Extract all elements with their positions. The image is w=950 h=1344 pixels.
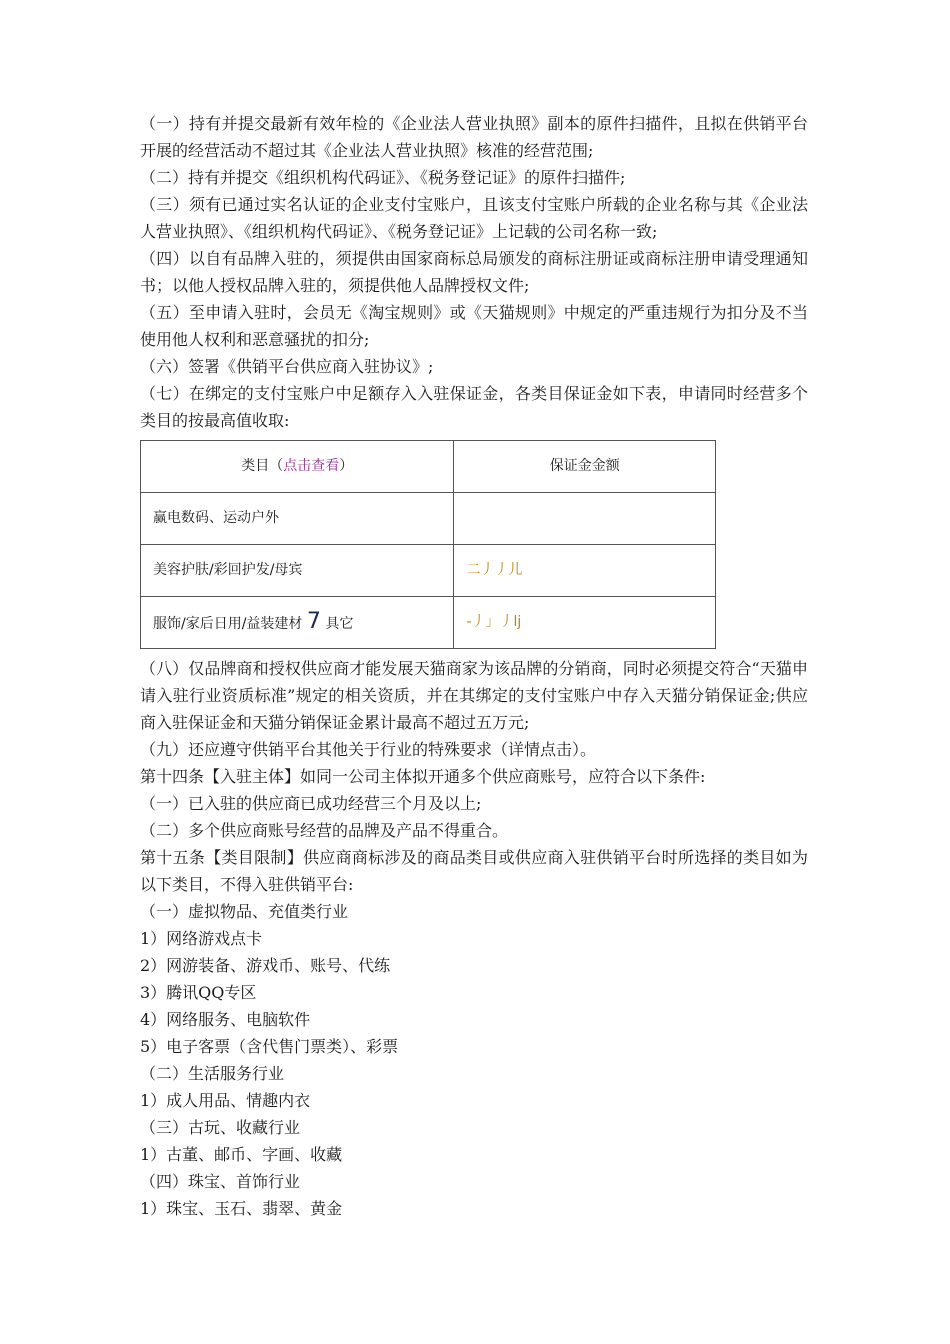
deposit-table bbox=[140, 440, 716, 649]
table-row bbox=[141, 545, 716, 597]
article-heading: 第十五条【类目限制】供应商商标涉及的商品类目或供应商入驻供销平台时所选择的类目如为以下类目，不得入驻供销平台: bbox=[140, 848, 808, 894]
category-header bbox=[141, 441, 454, 493]
category-cell: 赢电数码、运动户外 bbox=[141, 493, 454, 545]
category-text: 服饰/家后日用/益装建材 bbox=[153, 615, 303, 632]
document-body bbox=[140, 110, 808, 1222]
list-item: 1）古董、邮币、字画、收藏 bbox=[140, 1145, 343, 1164]
article-heading: 第十四条【入驻主体】如同一公司主体拟开通多个供应商账号，应符合以下条件: bbox=[140, 767, 706, 786]
list-item: 4）网络服务、电脑软件 bbox=[140, 1010, 311, 1029]
list-item: 2）网游装备、游戏币、账号、代练 bbox=[140, 956, 391, 975]
paragraph: （八）仅品牌商和授权供应商才能发展天猫商家为该品牌的分销商，同时必须提交符合“天猫申请入驻行业资质标准”规定的相关资质，并在其绑定的支付宝账户中存入天猫分销保证金;供应商入驻保证金和天猫分销保证金累计最高不超过五万元; bbox=[140, 659, 808, 732]
paragraph: （一）持有并提交最新有效年检的《企业法人营业执照》副本的原件扫描件，且拟在供销平台开展的经营活动不超过其《企业法人营业执照》核准的经营范围; bbox=[140, 114, 808, 160]
category-text-suffix: 具它 bbox=[325, 615, 354, 632]
list-item: （四）珠宝、首饰行业 bbox=[140, 1172, 301, 1191]
paragraph: （五）至申请入驻时，会员无《淘宝规则》或《天猫规则》中规定的严重违规行为扣分及不当使用他人权利和恶意骚扰的扣分; bbox=[140, 303, 808, 349]
paragraph: （六）签署《供销平台供应商入驻协议》; bbox=[140, 357, 434, 376]
paragraph: （二）多个供应商账号经营的品牌及产品不得重合。 bbox=[140, 821, 509, 840]
list-item: （二）生活服务行业 bbox=[140, 1064, 285, 1083]
category-header-suffix: ） bbox=[339, 458, 354, 474]
paragraph: （一）已入驻的供应商已成功经营三个月及以上; bbox=[140, 794, 482, 813]
table-row bbox=[141, 597, 716, 649]
category-header-prefix: 类目（ bbox=[241, 458, 284, 474]
paragraph: （九）还应遵守供销平台其他关于行业的特殊要求（详情点击）。 bbox=[140, 740, 597, 759]
list-item: （三）古玩、收藏行业 bbox=[140, 1118, 301, 1137]
category-number: 7 bbox=[306, 608, 321, 634]
list-item: 1）珠宝、玉石、翡翠、黄金 bbox=[140, 1199, 343, 1218]
amount-cell: -丿」丿lj bbox=[454, 597, 716, 649]
list-item: （一）虚拟物品、充值类行业 bbox=[140, 902, 349, 921]
paragraph: （四）以自有品牌入驻的，须提供由国家商标总局颁发的商标注册证或商标注册申请受理通知书；以他人授权品牌入驻的，须提供他人品牌授权文件; bbox=[140, 249, 808, 295]
list-item: 1）网络游戏点卡 bbox=[140, 929, 263, 948]
list-item: 1）成人用品、情趣内衣 bbox=[140, 1091, 311, 1110]
category-cell bbox=[141, 597, 454, 649]
list-item: 5）电子客票（含代售门票类）、彩票 bbox=[140, 1037, 399, 1056]
table-row bbox=[141, 493, 716, 545]
paragraph: （三）须有已通过实名认证的企业支付宝账户，且该支付宝账户所载的企业名称与其《企业法人营业执照》、《组织机构代码证》、《税务登记证》上记载的公司名称一致; bbox=[140, 195, 808, 241]
list-item: 3）腾讯QQ专区 bbox=[140, 983, 257, 1002]
paragraph: （七）在绑定的支付宝账户中足额存入入驻保证金，各类目保证金如下表，申请同时经营多个类目的按最高值收取: bbox=[140, 384, 808, 430]
amount-cell: 二丿丿儿 bbox=[454, 545, 716, 597]
category-cell: 美容护肤/彩回护发/母宾 bbox=[141, 545, 454, 597]
paragraph: （二）持有并提交《组织机构代码证》、《税务登记证》的原件扫描件; bbox=[140, 168, 626, 187]
table-header-row bbox=[141, 441, 716, 493]
view-categories-link[interactable]: 点击查看 bbox=[283, 458, 340, 474]
amount-header: 保证金金额 bbox=[454, 441, 716, 493]
amount-cell bbox=[454, 493, 716, 545]
